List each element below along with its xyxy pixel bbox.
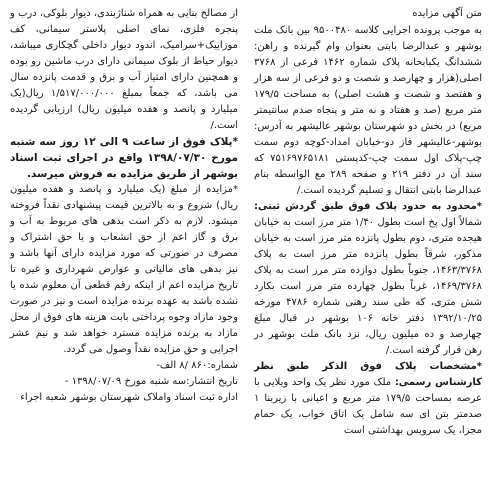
specs-heading: *مشخصات پلاک فوق الذکر طبق نظر کارشناس رسمی: <box>254 361 482 388</box>
specs-paragraph <box>254 359 482 439</box>
notice-title: متن آگهی مزایده <box>412 8 482 19</box>
boundaries-heading: *محدود به حدود پلاک فوق طبق گردش ثبتی: <box>254 201 482 212</box>
right-column <box>254 6 482 491</box>
left-column <box>10 6 238 491</box>
intro-paragraph: به موجب پرونده اجرایی کلاسه ۹۵۰۰۴۸۰ بین بانک ملت بوشهر و عبدالرضا بابتی بعنوان وام گیرنده و راهن: ششدانگ یکبابخانه پلاک شماره ۱۴۶۲ فرعی از ۳۷۶۸ اصلی(هزار و چهارصد و شصت و دو فرعی از سه هزار و هفتصد و شصت و هشت اصلی) به مساحت ۱۷۹/۵ متر مربع (صد و هفتاد و نه متر و پنجاه صدم سانتیمتر مربع) در بخش دو شهرستان بوشهر عالیشهر به آدرس: بوشهر-عالیشهر فاز دو-خیابان امداد-کوچه دوم سمت چپ-پلاک اول سمت چپ-کدپستی ۷۵۱۶۹۷۶۵۱۸۱ که سند آن در دفتر ۲۱۹ و صفحه ۲۸۹ مع الواسطه بنام عبدالرضا بابتی انتقال و تسلیم گردیده است./ <box>254 25 483 196</box>
specs-text: ملک مورد نظر یک واحد ویلایی با عرصه بمساحت ۱۷۹/۵ متر مربع و اعیانی با زیربنا ۱ صدمتر بتن ای سه شامل یک اتاق خواب، یک حمام مجزا، یک سرویس بهداشتی است <box>254 377 482 436</box>
materials-paragraph: از مصالح بنایی به همراه شناژبندی، دیوار بلوکی، درب و پنجره فلزی، نمای اصلی پلاستر سیمانی، کف موزاییک+سرامیک، اندود دیوار داخلی گچکاری میباشد، دیوار حیاط از بلوک سیمانی دارای درب ماشین رو بوده و همچنین دارای امتیاز آب و برق و قدمت پانزده سال می باشد، که جمعاً بمبلغ ۱/۵۱۷/۰۰۰/۰۰۰ ریال(یک میلیارد و پانصد و هفده میلیون ریال) ارزیابی گردیده است./ <box>10 8 238 131</box>
issuer-signature: اداره ثبت اسناد واملاک شهرستان بوشهر شعبه اجراء <box>20 392 238 403</box>
boundaries-paragraph <box>254 199 482 359</box>
publish-date: تاریخ انتشار:سه شنبه مورخ ۱۳۹۸/۰۷/۰۹ - <box>64 376 238 387</box>
auction-time-paragraph: *پلاک فوق از ساعت ۹ الی ۱۲ روز سه شنبه مورخ ۱۳۹۸/۰۷/۳۰ واقع در اجرای ثبت اسناد بوشهر از طریق مزایده به فروش میرسد. <box>10 136 238 180</box>
boundaries-text: شمالاً اول پخ است بطول ۱/۴۰ متر مرز است به خیابان هیجده متری، دوم بطول پانزده متر مرز است به خیابان مذکور، شرقاً بطول پانزده متر مرز است به پلاک ۱۴۶۳/۳۷۶۸، جنوباً بطول دوازده متر مرز است به پلاک ۱۴۶۹/۳۷۶۸، غرباً بطول چهارده متر مرز است بکارد شش متری، که طی سند رهنی شماره ۴۷۸۶ مورخه ۱۳۹۲/۱۰/۲۵ دفتر خانه ۱۰۶ بوشهر در قبال مبلغ چهارصد و ده میلیون ریال، نزد بانک ملت بوشهر در رهن قرار گرفته است./ <box>254 217 483 356</box>
price-paragraph: *مزایده از مبلغ (یک میلیارد و پانصد و هفده میلیون ریال) شروع و به بالاترین قیمت پیشنهادی نقداً فروخته میشود. لازم به ذکر است بدهی های مربوط به آب و برق و گاز اعم از حق انشعاب و یا حق اشتراک و مصرف در صورتی که مورد مزایده دارای آنها باشد و نیز بدهی های مالیاتی و عوارض شهرداری و غیره تا تاریخ مزایده اعم از اینکه رقم قطعی آن معلوم شده یا نشده باشد به عهده برنده مزایده است و نیز در صورت وجود مازاد وجوه پرداختی بابت هزینه های فوق از محل مازاد به برنده مزایده مسترد خواهد شد و نیم عشر اجرایی و حق مزایده نقداً وصول می گردد. <box>10 184 238 355</box>
reference-number: شماره:۸۶۰ /۸ الف- <box>156 360 238 371</box>
